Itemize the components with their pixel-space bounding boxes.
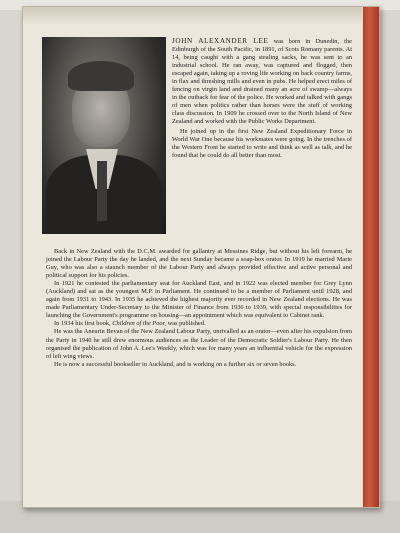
bio-intro: was born in Dunedin, the Edinburgh of the South Pacific, in 1891, of Scots Romany parents. At 14, being caught with a gang stealing sacks, he was sent to an industrial school. He ran away, was captured and flogged, then escaped again, taking up a roving life working on back country farms, in flax and threshing mills and even in pubs. He helped erect miles of fencing on virgin land and drained many an acre of swamp—always in the outback for fear of the police. He worked and talked with gangs of men when politics rather than horses were the stuff of working class discussion. In 1909 he crossed over to the North Island of New Zealand and worked with the Public Works Department. [172,38,352,126]
bio-paragraph-bookseller: He is now a successful bookseller in Auckland, and is working on a further six or seven books. [54,360,297,368]
bio-paragraph-first-book [46,320,352,328]
bio-paragraph-parliament: In 1921 he contested the parliamentary seat for Auckland East, and in 1922 was elected member for Grey Lynn (Auckland) and sat as the youngest M.P. in Parliament. He continued to be a member of Parliament until 1928, and again from 1931 to 1943. In 1935 he achieved the highest majority ever recorded in New Zealand elections. He was made Parliamentary Under-Secretary to the Minister of Finance from 1936 to 1939, with special responsibilities for launching the Government's programme on housing—an appointment which was equivalent to Cabinet rank. [46,280,352,320]
bio-paragraph-return: Back in New Zealand with the D.C.M. awarded for gallantry at Messines Ridge, but without his left forearm, he joined the Labour Party the day he landed, and the next Sunday became a soap-box orator. In 1919 he married Marie Guy, who was also a staunch member of the Labour Party and always provided effective and active personal and political support for his policies. [46,248,352,280]
red-spine [363,7,379,507]
first-book-pre: In 1934 his first book, [54,320,113,328]
portrait-tie [97,161,107,221]
author-name: JOHN ALEXANDER LEE [172,37,269,45]
jacket-wear [23,7,379,25]
bio-paragraph-orator: He was the Aneurin Bevan of the New Zealand Labour Party, unrivalled as an orator—even after his expulsion from the Party in 1940 he still drew enormous audiences as the Leader of the Democratic Soldier's Labour Party. He then organised the publication of John A. Lee's Weekly, which was for many years an influential vehicle for the expression of left wing views. [46,328,352,360]
first-book-post: was published. [165,320,206,328]
portrait-hair [68,61,134,91]
bio-main-column [46,248,352,369]
bio-paragraph-war: He joined up in the first New Zealand Expeditionary Force in World War One because his workmates were going. In the trenches of the Western Front he started to write and think as well as talk, and he found that he could do all better than most. [172,127,352,159]
author-portrait [42,37,166,234]
bio-intro-column [172,37,352,160]
first-book-title: Children of the Poor, [112,320,166,328]
